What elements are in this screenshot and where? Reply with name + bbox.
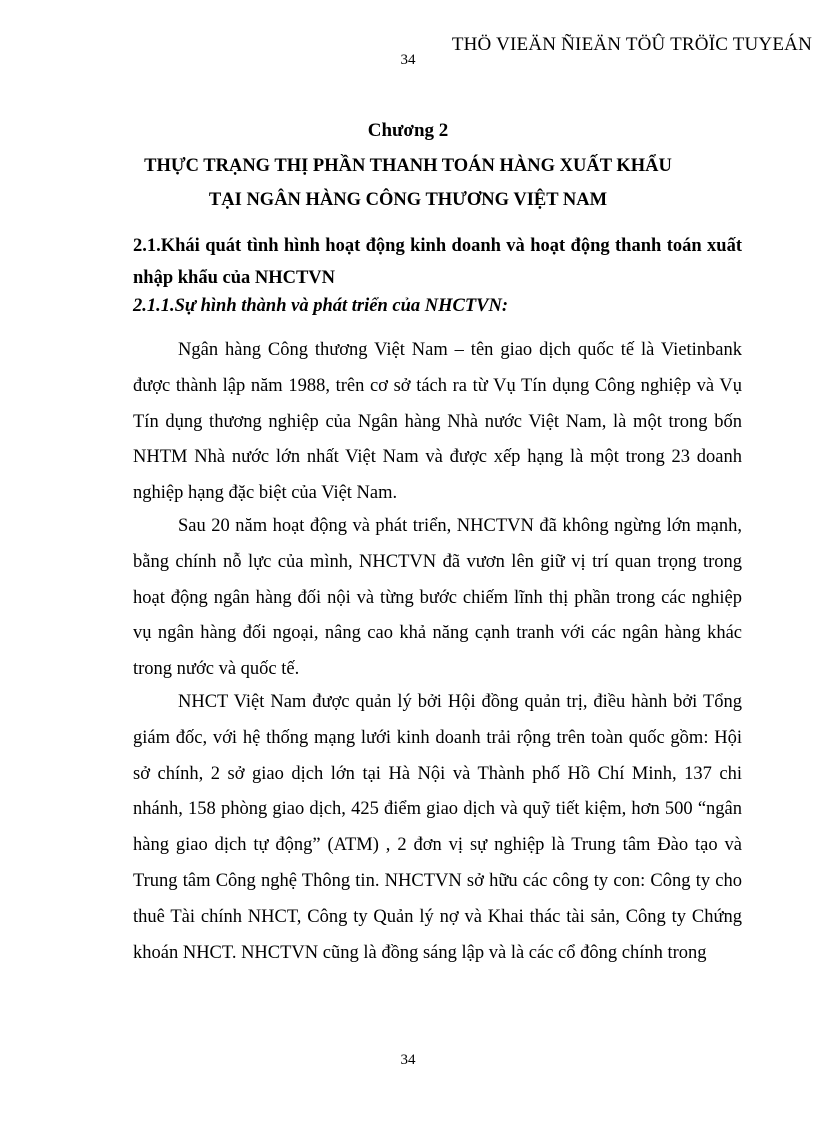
watermark-header: THÖ VIEÄN ÑIEÄN TÖÛ TRÖÏC TUYEÁN <box>451 34 812 55</box>
chapter-label: Chương 2 <box>367 120 449 141</box>
page-number-bottom: 34 <box>400 1052 416 1068</box>
paragraph: Ngân hàng Công thương Việt Nam – tên giao dịch quốc tế là Vietinbank được thành lập năm 1988, trên cơ sở tách ra từ Vụ Tín dụng Công nghiệp và Vụ Tín dụng thương nghiệp của Ngân hàng Nhà nước Việt Nam, là một trong bốn NHTM Nhà nước lớn nhất Việt Nam và được xếp hạng là một trong 23 doanh nghiệp hạng đặc biệt của Việt Nam. <box>133 340 742 504</box>
chapter-title-line-2: TẠI NGÂN HÀNG CÔNG THƯƠNG VIỆT NAM <box>208 190 608 210</box>
section-heading: 2.1.Khái quát tình hình hoạt động kinh doanh và hoạt động thanh toán xuất nhập khẩu của NHCTVN <box>133 236 742 288</box>
subsection-heading: 2.1.1.Sự hình thành và phát triển của NHCTVN: <box>133 296 509 316</box>
chapter-title-line-1: THỰC TRẠNG THỊ PHẦN THANH TOÁN HÀNG XUẤT KHẨU <box>144 156 672 176</box>
page-number-top: 34 <box>400 52 416 68</box>
paragraph: NHCT Việt Nam được quản lý bởi Hội đồng quản trị, điều hành bởi Tổng giám đốc, với hệ thống mạng lưới kinh doanh trải rộng trên toàn quốc gồm: Hội sở chính, 2 sở giao dịch lớn tại Hà Nội và Thành phố Hồ Chí Minh, 137 chi nhánh, 158 phòng giao dịch, 425 điểm giao dịch và quỹ tiết kiệm, hơn 500 “ngân hàng giao dịch tự động” (ATM) , 2 đơn vị sự nghiệp là Trung tâm Đào tạo và Trung tâm Công nghệ Thông tin. NHCTVN sở hữu các công ty con: Công ty cho thuê Tài chính NHCT, Công ty Quản lý nợ và Khai thác tài sản, Công ty Chứng khoán NHCT. NHCTVN cũng là đồng sáng lập và là các cổ đông chính trong <box>133 692 742 963</box>
paragraph: Sau 20 năm hoạt động và phát triển, NHCTVN đã không ngừng lớn mạnh, bằng chính nỗ lực của mình, NHCTVN đã vươn lên giữ vị trí quan trọng trong hoạt động ngân hàng đối nội và từng bước chiếm lĩnh thị phần trong các nghiệp vụ ngân hàng đối ngoại, nâng cao khả năng cạnh tranh với các ngân hàng khác trong nước và quốc tế. <box>133 516 742 680</box>
